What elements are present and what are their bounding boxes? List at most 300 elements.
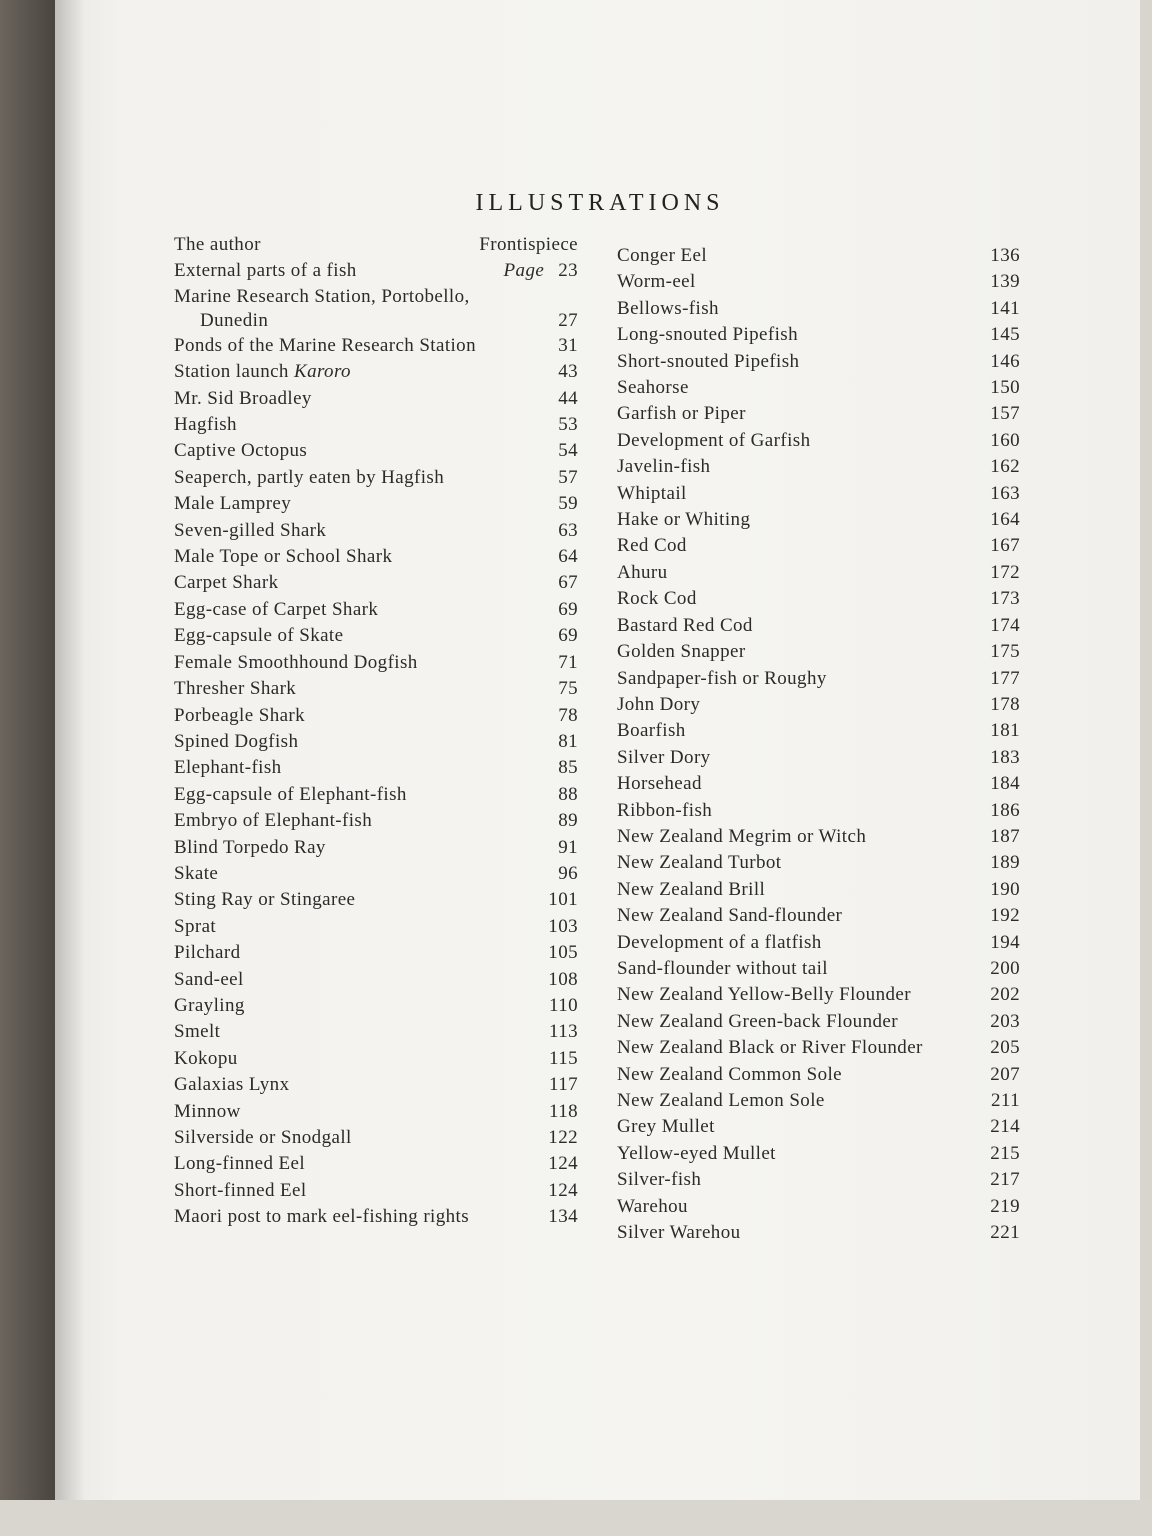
illustration-title	[617, 771, 982, 797]
page-number	[982, 349, 1020, 375]
page-number-value: 54	[558, 440, 578, 462]
page-number-value: 69	[558, 598, 578, 620]
list-item	[174, 544, 578, 570]
illustration-title	[174, 333, 550, 359]
list-item	[617, 586, 1020, 612]
illustration-title-text: Blind Torpedo Ray	[174, 836, 326, 858]
page-number	[982, 771, 1020, 797]
list-item	[174, 597, 578, 623]
page-number-value: 89	[558, 810, 578, 832]
illustration-title	[174, 359, 550, 385]
illustration-title	[617, 1220, 982, 1246]
page-number	[982, 269, 1020, 295]
illustration-title	[617, 454, 982, 480]
list-item	[174, 333, 578, 359]
illustration-title-text: Embryo of Elephant-fish	[174, 810, 373, 832]
list-item	[617, 1114, 1020, 1140]
illustration-title	[174, 285, 550, 333]
illustration-title	[617, 269, 982, 295]
page-number-value: 69	[558, 625, 578, 647]
page-number	[982, 798, 1020, 824]
page-number-value: Frontispiece	[479, 234, 578, 255]
page-number	[471, 232, 578, 258]
page-number-value: 205	[990, 1037, 1020, 1059]
page-number-value: 57	[558, 466, 578, 488]
page-number-value: 63	[558, 519, 578, 541]
illustration-title	[174, 887, 540, 913]
illustration-title	[174, 1178, 540, 1204]
page-number-value: 124	[548, 1179, 578, 1201]
illustration-title	[617, 296, 982, 322]
list-item	[174, 412, 578, 438]
page-number	[550, 782, 578, 808]
list-item	[174, 1204, 578, 1230]
page-number	[550, 650, 578, 676]
list-item	[174, 967, 578, 993]
page-number	[982, 982, 1020, 1008]
illustration-title-text: Skate	[174, 862, 219, 884]
list-item	[174, 650, 578, 676]
page-number-value: 164	[990, 509, 1020, 531]
illustration-title	[617, 745, 982, 771]
illustration-title-text: Egg-capsule of Elephant-fish	[174, 783, 407, 805]
illustration-title-text: Silver Dory	[617, 746, 711, 768]
page-number	[540, 967, 578, 993]
list-item	[174, 1046, 578, 1072]
page-number-value: 64	[558, 546, 578, 568]
list-item	[174, 1178, 578, 1204]
list-item	[617, 1194, 1020, 1220]
book-binding-shadow	[0, 0, 55, 1500]
illustration-title	[174, 518, 550, 544]
illustration-title	[617, 666, 982, 692]
list-item	[617, 850, 1020, 876]
page-number	[982, 481, 1020, 507]
list-item	[174, 285, 578, 333]
illustration-title	[617, 877, 982, 903]
illustration-title	[174, 835, 550, 861]
page-number	[982, 1114, 1020, 1140]
page-number	[982, 1141, 1020, 1167]
illustration-title-text: Egg-capsule of Skate	[174, 625, 344, 647]
list-item	[617, 956, 1020, 982]
illustrations-list-left	[174, 232, 578, 1231]
page-number	[550, 333, 578, 359]
illustration-title	[174, 861, 550, 887]
illustration-title-text: Thresher Shark	[174, 678, 297, 700]
list-item	[174, 465, 578, 491]
page-number-value: 96	[558, 862, 578, 884]
illustration-title	[174, 729, 550, 755]
illustration-title-text: Hagfish	[174, 414, 237, 436]
illustration-title-text: Kokopu	[174, 1047, 238, 1069]
list-item	[617, 745, 1020, 771]
page-number	[550, 386, 578, 412]
page-number-value: 150	[990, 377, 1020, 399]
illustration-title-text: Long-snouted Pipefish	[617, 324, 798, 346]
list-item	[617, 877, 1020, 903]
page-number-value: 221	[990, 1222, 1020, 1244]
illustration-title	[174, 1099, 541, 1125]
illustration-title-text: Grey Mullet	[617, 1116, 715, 1138]
illustration-title-text: Male Lamprey	[174, 493, 292, 515]
illustration-title	[617, 798, 982, 824]
page-number	[541, 1019, 578, 1045]
list-item	[617, 349, 1020, 375]
list-item	[617, 428, 1020, 454]
page-number-value: 110	[549, 994, 578, 1016]
list-item	[174, 623, 578, 649]
page-number-value: 141	[990, 297, 1020, 319]
illustration-title	[174, 438, 550, 464]
illustration-title-text: Marine Research Station, Portobello,	[174, 285, 470, 307]
illustration-title	[617, 850, 982, 876]
illustration-title-text: Development of Garfish	[617, 429, 811, 451]
illustration-title-text: New Zealand Sand-flounder	[617, 905, 843, 927]
list-item	[617, 639, 1020, 665]
page-number	[982, 824, 1020, 850]
list-item	[174, 993, 578, 1019]
page-number	[982, 1062, 1020, 1088]
illustration-title	[174, 967, 540, 993]
list-item	[174, 570, 578, 596]
list-item	[174, 729, 578, 755]
illustration-title	[174, 386, 550, 412]
illustrations-list-right	[617, 243, 1020, 1246]
list-item	[617, 903, 1020, 929]
list-item	[174, 808, 578, 834]
illustration-title-text: Whiptail	[617, 482, 687, 504]
illustration-title-text: Maori post to mark eel-fishing rights	[174, 1206, 470, 1228]
list-item	[174, 1072, 578, 1098]
page-number	[982, 930, 1020, 956]
illustration-title-text: Minnow	[174, 1100, 241, 1122]
illustration-title	[617, 243, 982, 269]
list-item	[617, 454, 1020, 480]
page-number	[550, 755, 578, 781]
page-number-value: 23	[558, 260, 578, 282]
illustration-title	[617, 507, 982, 533]
illustration-title-text: Pilchard	[174, 942, 241, 964]
page-number-value: 59	[558, 493, 578, 515]
page-number	[550, 491, 578, 517]
illustration-title	[617, 1088, 983, 1114]
illustration-title-text: Elephant-fish	[174, 757, 282, 779]
page-number-value: 215	[990, 1142, 1020, 1164]
page-number	[982, 1194, 1020, 1220]
page-number	[982, 692, 1020, 718]
page-number-value: 136	[990, 245, 1020, 266]
list-item	[617, 1141, 1020, 1167]
illustration-title-text: Seaperch, partly eaten by Hagfish	[174, 466, 445, 488]
page-number-value: 134	[548, 1206, 578, 1228]
list-item	[617, 798, 1020, 824]
page-number-value: 145	[990, 324, 1020, 346]
illustration-title-text: Male Tope or School Shark	[174, 546, 393, 568]
illustration-title	[174, 782, 550, 808]
page-number	[982, 507, 1020, 533]
illustration-title	[174, 1072, 541, 1098]
illustration-title-text: Long-finned Eel	[174, 1153, 306, 1175]
illustration-title	[174, 676, 550, 702]
page-number-value: 117	[549, 1074, 578, 1096]
illustration-title-text: Development of a flatfish	[617, 931, 822, 953]
page-number-value: 177	[990, 667, 1020, 689]
page-number-value: 31	[558, 334, 578, 356]
illustration-title-text: Yellow-eyed Mullet	[617, 1142, 776, 1164]
list-item	[617, 982, 1020, 1008]
list-item	[174, 914, 578, 940]
list-item	[174, 861, 578, 887]
list-item	[174, 703, 578, 729]
illustration-title-text: John Dory	[617, 693, 701, 715]
page-number-value: 217	[990, 1169, 1020, 1191]
page-number-value: 187	[990, 825, 1020, 847]
page-number	[982, 243, 1020, 269]
page-number	[540, 940, 578, 966]
illustration-title	[174, 914, 540, 940]
illustration-title-text: Rock Cod	[617, 588, 697, 610]
page-number-value: 160	[990, 429, 1020, 451]
illustration-title	[174, 258, 496, 284]
list-item	[617, 1062, 1020, 1088]
page-number	[550, 465, 578, 491]
list-item	[617, 1220, 1020, 1246]
page-number-value: 184	[990, 773, 1020, 795]
page-number-value: 183	[990, 746, 1020, 768]
illustration-title-italic: Karoro	[294, 361, 351, 383]
page-number-value: 219	[990, 1195, 1020, 1217]
page-number-value: 192	[990, 905, 1020, 927]
illustration-title-text: Sprat	[174, 915, 217, 937]
page-number-value: 178	[990, 693, 1020, 715]
list-item	[617, 718, 1020, 744]
page-number-value: 162	[990, 456, 1020, 478]
page-stack-edge	[1140, 0, 1152, 1500]
illustration-title	[617, 401, 982, 427]
illustration-title-text: Smelt	[174, 1021, 221, 1043]
page-number	[550, 676, 578, 702]
page-number	[550, 703, 578, 729]
list-item	[617, 243, 1020, 269]
illustration-title	[617, 692, 982, 718]
list-item	[617, 507, 1020, 533]
page-number-value: 115	[549, 1047, 578, 1069]
page-number-value: 105	[548, 942, 578, 964]
page-number	[982, 903, 1020, 929]
page-number	[540, 887, 578, 913]
list-item	[174, 1125, 578, 1151]
page-number-value: 186	[990, 799, 1020, 821]
illustration-title	[174, 1151, 540, 1177]
page-number-value: 103	[548, 915, 578, 937]
page-number	[540, 1151, 578, 1177]
page-number-value: 157	[990, 403, 1020, 425]
illustration-title-continuation: Dunedin	[200, 309, 269, 331]
list-item	[174, 1099, 578, 1125]
illustration-title-text: Conger Eel	[617, 245, 708, 266]
illustration-title	[617, 824, 982, 850]
page-number-value: 203	[990, 1010, 1020, 1032]
illustration-title-text: Seahorse	[617, 377, 689, 399]
illustration-title	[174, 570, 550, 596]
illustration-title	[617, 903, 982, 929]
illustration-title-text: Ribbon-fish	[617, 799, 713, 821]
page-number	[982, 1167, 1020, 1193]
page-number	[550, 412, 578, 438]
list-item	[617, 1009, 1020, 1035]
list-item	[617, 322, 1020, 348]
page-number-value: 78	[558, 704, 578, 726]
page-number	[982, 375, 1020, 401]
page-number	[982, 666, 1020, 692]
page-number-value: 200	[990, 957, 1020, 979]
page-number	[982, 322, 1020, 348]
page-number-value: 88	[558, 783, 578, 805]
page-number	[982, 428, 1020, 454]
page-number	[982, 639, 1020, 665]
page-number	[550, 570, 578, 596]
page-number-value: 214	[990, 1116, 1020, 1138]
illustration-title	[617, 930, 982, 956]
illustration-title-text: Sandpaper-fish or Roughy	[617, 667, 827, 689]
illustration-title	[174, 703, 550, 729]
page-number-value: 44	[558, 387, 578, 409]
page-number	[541, 1046, 578, 1072]
illustration-title	[174, 232, 471, 258]
illustration-title	[617, 1141, 982, 1167]
illustration-title-text: Sting Ray or Stingaree	[174, 889, 356, 911]
page-number	[541, 1099, 578, 1125]
page-number	[982, 296, 1020, 322]
page-number	[540, 914, 578, 940]
illustration-title-text: Warehou	[617, 1195, 688, 1217]
page-gutter-shadow	[55, 0, 85, 1500]
illustration-title	[617, 1194, 982, 1220]
page-number	[550, 438, 578, 464]
illustration-title	[174, 1204, 540, 1230]
page-prefix: Page	[503, 260, 545, 282]
illustration-title-text: Worm-eel	[617, 271, 696, 293]
list-item	[174, 438, 578, 464]
illustration-title-text: Red Cod	[617, 535, 687, 557]
page-number-value: 181	[990, 720, 1020, 742]
page-number-value: 27	[558, 309, 578, 331]
illustration-title	[617, 1114, 982, 1140]
page-number-value: 118	[549, 1100, 578, 1122]
page-title: ILLUSTRATIONS	[475, 190, 725, 216]
illustration-title-text: Hake or Whiting	[617, 509, 751, 531]
page-number	[496, 258, 578, 284]
illustration-title-text: Porbeagle Shark	[174, 704, 306, 726]
page-number	[550, 835, 578, 861]
page-number-value: 43	[558, 361, 578, 383]
list-item	[617, 296, 1020, 322]
list-item	[617, 1088, 1020, 1114]
illustration-title	[617, 586, 982, 612]
illustration-title	[174, 1046, 541, 1072]
page-number	[550, 544, 578, 570]
page-number	[982, 401, 1020, 427]
page-number	[982, 613, 1020, 639]
page-number-value: 113	[549, 1021, 578, 1043]
list-item	[617, 613, 1020, 639]
illustration-title	[617, 349, 982, 375]
illustration-title	[174, 940, 540, 966]
page-number	[982, 454, 1020, 480]
list-item	[174, 1019, 578, 1045]
page-number	[982, 1220, 1020, 1246]
page-number-value: 190	[990, 878, 1020, 900]
list-item	[174, 491, 578, 517]
list-item	[617, 269, 1020, 295]
illustration-title	[617, 322, 982, 348]
page-number	[982, 850, 1020, 876]
illustration-title	[174, 650, 550, 676]
list-item	[174, 232, 578, 258]
page-number	[982, 1009, 1020, 1035]
illustration-title-text: Golden Snapper	[617, 641, 746, 663]
page-number	[540, 1125, 578, 1151]
table-surface	[0, 1500, 1152, 1536]
illustration-title	[617, 481, 982, 507]
page-number-value: 172	[990, 561, 1020, 583]
illustration-title-text: Silver-fish	[617, 1169, 702, 1191]
illustration-title	[617, 1167, 982, 1193]
illustration-title	[174, 623, 550, 649]
page-number	[982, 560, 1020, 586]
page-number-value: 108	[548, 968, 578, 990]
illustration-title-text: Bellows-fish	[617, 297, 719, 319]
list-item	[617, 666, 1020, 692]
illustration-title-text: Female Smoothhound Dogfish	[174, 651, 418, 673]
list-item	[617, 560, 1020, 586]
page-number-value: 122	[548, 1127, 578, 1148]
list-item	[617, 375, 1020, 401]
illustration-title	[617, 639, 982, 665]
page-number-value: 194	[990, 931, 1020, 953]
page-number	[541, 993, 578, 1019]
illustration-title	[174, 1019, 541, 1045]
illustration-title-text: Galaxias Lynx	[174, 1074, 290, 1096]
illustration-title-text: Sand-flounder without tail	[617, 957, 828, 979]
page-number	[982, 1035, 1020, 1061]
list-item	[617, 824, 1020, 850]
page-number-value: 75	[558, 678, 578, 700]
page-number	[540, 1178, 578, 1204]
list-item	[174, 386, 578, 412]
illustration-title-text: New Zealand Green-back Flounder	[617, 1010, 898, 1032]
illustration-title-text: Sand-eel	[174, 968, 244, 990]
illustration-title-text: Silver Warehou	[617, 1222, 741, 1244]
illustration-title-text: Javelin-fish	[617, 456, 711, 478]
page-number	[982, 956, 1020, 982]
page-number	[982, 586, 1020, 612]
illustration-title-text: Short-finned Eel	[174, 1179, 307, 1201]
page-number	[983, 1088, 1020, 1114]
illustration-title-text: Carpet Shark	[174, 572, 279, 594]
list-item	[174, 1151, 578, 1177]
illustration-title-text: Captive Octopus	[174, 440, 308, 462]
illustration-title-text: Grayling	[174, 994, 245, 1016]
page-number-value: 175	[990, 641, 1020, 663]
illustration-title	[174, 1125, 540, 1151]
illustration-title	[617, 956, 982, 982]
illustration-title-text: Spined Dogfish	[174, 730, 299, 752]
illustration-title-text: New Zealand Yellow-Belly Flounder	[617, 984, 911, 1006]
list-item	[174, 887, 578, 913]
page-number	[550, 861, 578, 887]
